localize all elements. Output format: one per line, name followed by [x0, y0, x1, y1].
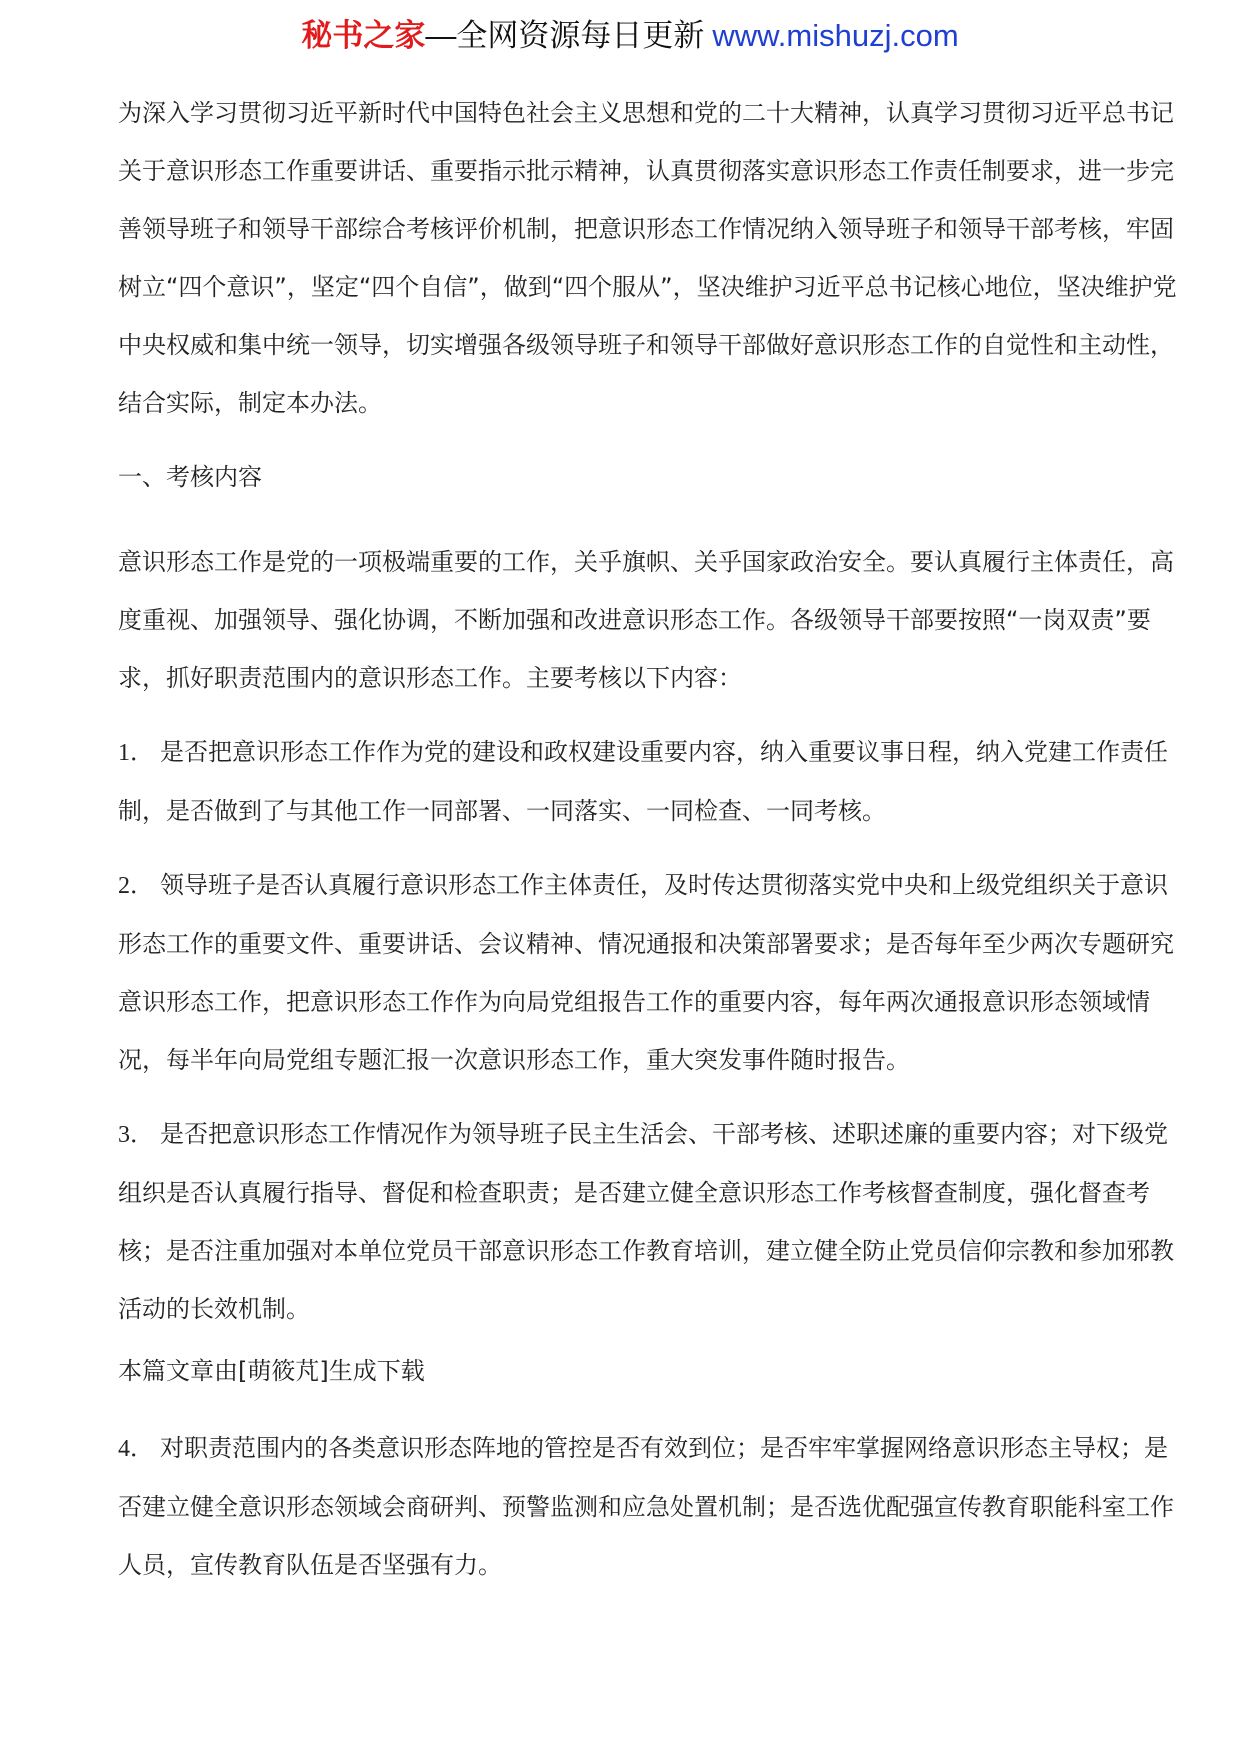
list-item-text: 对职责范围内的各类意识形态阵地的管控是否有效到位；是否牢牢掌握网络意识形态主导权；是否建立健全意识形态领域会商研判、预警监测和应急处置机制；是否选优配强宣传教育职能科室工作人员，宣传教育队伍是否坚强有力。 [118, 1434, 1174, 1579]
list-item-2 [118, 856, 1180, 1089]
document-body [118, 84, 1180, 1594]
list-item-4 [118, 1419, 1180, 1594]
list-item-text: 是否把意识形态工作情况作为领导班子民主生活会、干部考核、述职述廉的重要内容；对下级党组织是否认真履行指导、督促和检查职责；是否建立健全意识形态工作考核督查制度，强化督查考核；是否注重加强对本单位党员干部意识形态工作教育培训，建立健全防止党员信仰宗教和参加邪教活动的长效机制。 [118, 1120, 1174, 1323]
list-item-number: 3． [118, 1122, 154, 1148]
list-item-text: 领导班子是否认真履行意识形态工作主体责任，及时传达贯彻落实党中央和上级党组织关于意识形态工作的重要文件、重要讲话、会议精神、情况通报和决策部署要求；是否每年至少两次专题研究意识形态工作，把意识形态工作作为向局党组报告工作的重要内容，每年两次通报意识形态领域情况，每半年向局党组专题汇报一次意识形态工作，重大突发事件随时报告。 [118, 871, 1174, 1074]
list-item-1 [118, 723, 1180, 840]
list-item-number: 1． [118, 740, 154, 766]
list-item-text: 是否把意识形态工作作为党的建设和政权建设重要内容，纳入重要议事日程，纳入党建工作责任制，是否做到了与其他工作一同部署、一同落实、一同检查、一同考核。 [118, 738, 1168, 825]
header-brand: 秘书之家 [301, 18, 426, 53]
intro-paragraph: 为深入学习贯彻习近平新时代中国特色社会主义思想和党的二十大精神，认真学习贯彻习近平总书记关于意识形态工作重要讲话、重要指示批示精神，认真贯彻落实意识形态工作责任制要求，进一步完善领导班子和领导干部综合考核评价机制，把意识形态工作情况纳入领导班子和领导干部考核，牢固树立“四个意识”，坚定“四个自信”，做到“四个服从”，坚决维护习近平总书记核心地位，坚决维护党中央权威和集中统一领导，切实增强各级领导班子和领导干部做好意识形态工作的自觉性和主动性，结合实际，制定本办法。 [118, 99, 1177, 417]
list-item-number: 4． [118, 1436, 154, 1462]
header-website-link[interactable]: www.mishuzj.com [712, 18, 959, 53]
generated-note: 本篇文章由[萌筱芃]生成下载 [118, 1357, 425, 1385]
section-intro-paragraph: 意识形态工作是党的一项极端重要的工作，关乎旗帜、关乎国家政治安全。要认真履行主体责任，高度重视、加强领导、强化协调，不断加强和改进意识形态工作。各级领导干部要按照“一岗双责”要求，抓好职责范围内的意识形态工作。主要考核以下内容： [118, 548, 1174, 692]
header-slogan: —全网资源每日更新 [425, 18, 705, 53]
page-header [130, 18, 1130, 54]
list-item-number: 2． [118, 873, 154, 899]
section-heading: 一、考核内容 [118, 463, 262, 491]
list-item-3 [118, 1105, 1180, 1338]
